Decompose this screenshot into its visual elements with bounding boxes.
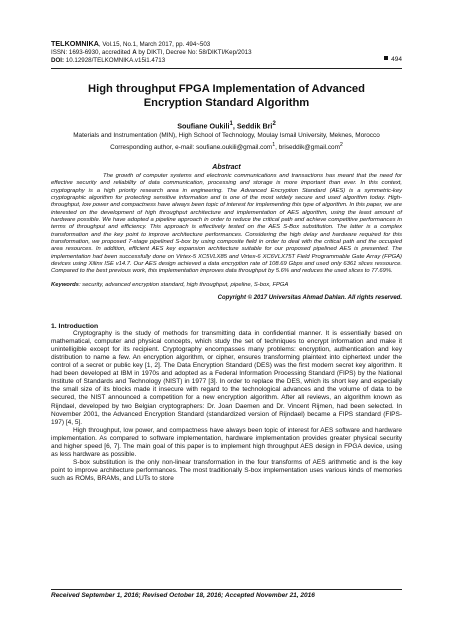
corresponding-email: Corresponding author, e-mail: soufiane.oukili@gmail.com$^1$, briseddik@gmail.com$^2$ — [110, 141, 343, 151]
intro-paragraph-1: Cryptography is the study of methods for transmitting data in confidential manner. It is essentially based on mathematical, computer and physical concepts, which study the set of techniques to encrypt information and make it unintelligible except for its recipient. Cryptography encompasses many problems: encryption, authentication and key distribution to name a few. An encryption algorithm, or cipher, ensures transforming plaintext into ciphertext under the control of a secret or public key [1, 2]. The Data Encryption Standard (DES) was the first modern secret key algorithm. It had been developed at IBM in 1970s and adopted as a Federal Information Processing Standard (FIPS) by the National Institute of Standards and Technology (NIST) in 1977 [3]. In order to replace the DES, which its short key and especially the small size of its blocks made it insecure with regard to the technological advances and the volume of data to be secured, the NIST announced a competition for a new encryption algorithm. After all reviews, an algorithm known as Rijndael, developed by two Belgian cryptographers: Dr. Joan Daemen and Dr. Vincent Rijmen, had been selected. In November 2001, the Advanced Encryption Standard (standardized version of Rijndael) became a FIPS standard (FIPS-197) [4, 5]. — [51, 330, 402, 426]
journal-issue: , Vol.15, No.1, March 2017, pp. 494~503 — [98, 41, 211, 48]
section-heading-introduction: 1. Introduction — [51, 323, 99, 331]
affiliation: Materials and Instrumentation (MIN), High School of Technology, Moulay Ismail University, Meknes, Morocco — [73, 132, 380, 140]
square-bullet-icon — [384, 56, 388, 60]
doi-line: DOI: 10.12928/TELKOMNIKA.v15i1.4713 — [51, 57, 166, 64]
copyright-notice: Copyright © 2017 Universitas Ahmad Dahlan. All rights reserved. — [217, 295, 402, 302]
paper-title: High throughput FPGA Implementation of Advanced Encryption Standard Algorithm — [88, 83, 365, 109]
journal-header — [51, 40, 402, 65]
author-list: Soufiane Oukili$^1$, Seddik Bri$^2$ — [177, 121, 276, 131]
doi-value: 10.12928/TELKOMNIKA.v15i1.4713 — [65, 57, 166, 64]
abstract-heading: Abstract — [212, 163, 241, 171]
accreditation-grade: A — [132, 49, 137, 56]
received-dates-footer: Received September 1, 2016; Revised October 18, 2016; Accepted November 21, 2016 — [51, 589, 402, 599]
header-rule — [51, 68, 402, 69]
journal-line — [51, 40, 402, 49]
issn-line: ISSN: 1693-6930, accredited A by DIKTI, Decree No: 58/DIKTI/Kep/2013 — [51, 49, 252, 56]
page-number: 494 — [384, 56, 402, 64]
intro-paragraph-2: High throughput, low power, and compactness have always been topic of interest for AES software and hardware implementation. As compared to software implementation, hardware implementation provides greater physical security and higher speed [6, 7]. The main goal of this paper is to implement high throughput AES design in FPGA device, using as less hardware as possible. — [51, 426, 402, 458]
journal-name: TELKOMNIKA — [51, 39, 99, 48]
keywords: Keywords: security, advanced encryption standard, high throughput, pipeline, S-box, FPGA — [51, 281, 289, 288]
intro-paragraph-3: S-box substitution is the only non-linear transformation in the four transforms of AES arithmetic and is the key point to improve architecture performances. The most traditionally S-box implementation uses various kinds of memories such as ROMs, BRAMs, and LUTs to store — [51, 458, 402, 482]
abstract-text: The growth of computer systems and electronic communications and transactions has meant that the need for effective security and reliability of data communication, processing and storage is more important than ever. In this context, cryptography is a high priority research area in engineering. The Advanced Encryption Standard (AES) is a symmetric-key cryptographic algorithm for protecting sensitive information and is one of the most widely secure and used algorithm today. High-throughput, low power and compactness have always been topic of interest for implementing this type of algorithm. In this paper, we are interested on the development of high throughput architecture and implementation of AES algorithm, using the least amount of hardware possible. We have adopted a pipeline approach in order to reduce the critical path and achieve competitive performances in terms of throughput and efficiency. This approach is effectively tested on the AES S-Box substitution. The latter is a complex transformation and the key point to improve architecture performances. Considering the high delay and hardware required for this transformation, we proposed 7-stage pipelined S-box by using composite field in order to deal with the critical path and the occupied area resources. In addition, efficient AES key expansion architecture suitable for our proposed pipelined AES is presented. The implementation had been successfully done on Virtex-5 XC5VLX85 and Virtex-6 XC6VLX75T Field Programmable Gate Array (FPGA) devices using Xilinx ISE v14.7. Our AES design achieved a data encryption rate of 108.69 Gbps and used only 6361 slices ressource. Compared to the best previous work, this implementation improves data throughput by 5.6% and reduces the used slices to 77.69%. — [51, 172, 402, 275]
